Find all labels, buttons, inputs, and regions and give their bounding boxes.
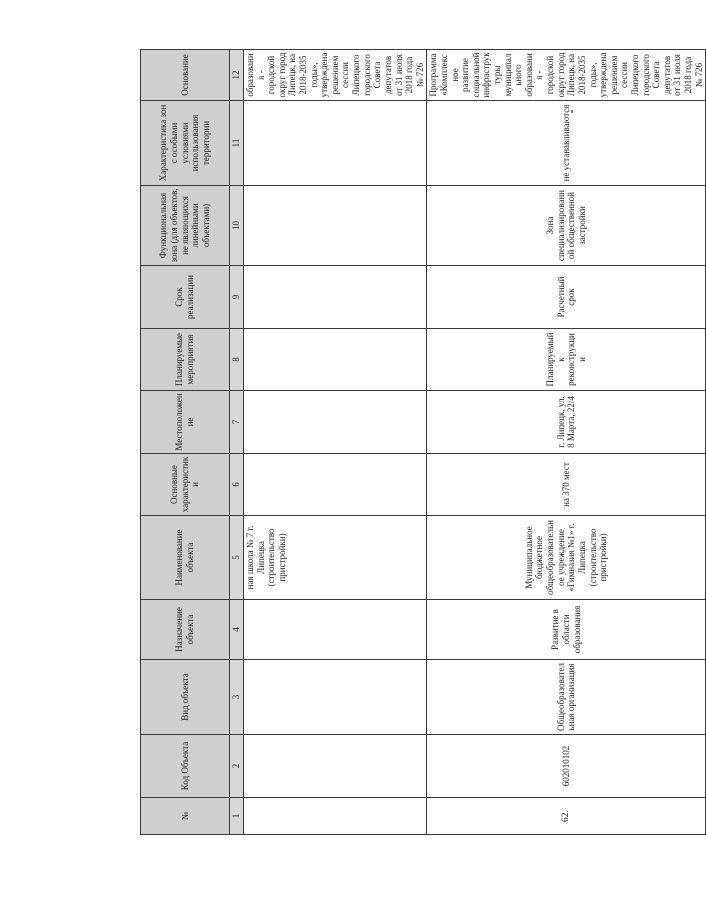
table-row-62 — [427, 50, 706, 835]
cell-basis: Программа «Комплексное развитие социальной инфраструктуры муниципального образования - городской округ город Липецк, на 2018-2035 годы», утверждена решением сессии Липецкого городского Совета депутатов от 31 июля 2018 года № 726 — [427, 50, 706, 101]
cell-basis: образования - городской округ город Липецк, на 2018-2035 годы», утверждена решением сессии Липецкого городского Совета депутатов от 31 июля 2018 года № 726 — [244, 50, 427, 101]
cell-location: г. Липецк, ул. 8 Марта, 22/4 — [427, 391, 706, 454]
column-number: 3 — [230, 660, 244, 735]
cell-empty — [244, 600, 427, 660]
cell-characteristics: на 370 мест — [427, 454, 706, 516]
cell-empty — [244, 454, 427, 516]
header-cell-location: Местоположение — [141, 391, 230, 454]
cell-empty — [244, 798, 427, 835]
cell-empty — [244, 266, 427, 329]
cell-zone: Зона специализированной общественной застройки — [427, 186, 706, 266]
header-cell-zone: Функциональная зона (для объектов, не являющихся линейными объектами) — [141, 186, 230, 266]
cell-empty — [244, 186, 427, 266]
header-cell-restrictions: Характеристика зон с особыми условиями использования территории — [141, 101, 230, 186]
objects-table — [140, 49, 706, 835]
header-cell-code: Код Объекта — [141, 735, 230, 798]
cell-empty — [244, 101, 427, 186]
header-cell-name: Наименование объекта — [141, 516, 230, 600]
column-number: 10 — [230, 186, 244, 266]
table-row-continuation — [244, 50, 427, 835]
header-row — [141, 50, 230, 835]
cell-name: ная школа № 7 г. Липецка (строительство пристройки) — [244, 516, 427, 600]
column-number: 12 — [230, 50, 244, 101]
column-number: 4 — [230, 600, 244, 660]
column-number: 8 — [230, 329, 244, 391]
cell-empty — [244, 329, 427, 391]
header-cell-number: № — [141, 798, 230, 835]
scan-speck — [571, 110, 573, 113]
column-number: 9 — [230, 266, 244, 329]
cell-type: Общеобразовательная организация — [427, 660, 706, 735]
column-number: 7 — [230, 391, 244, 454]
column-number: 1 — [230, 798, 244, 835]
header-cell-type: Вид объекта — [141, 660, 230, 735]
cell-empty — [244, 391, 427, 454]
column-number: 6 — [230, 454, 244, 516]
column-number-row — [230, 50, 244, 835]
cell-term: Расчетный срок — [427, 266, 706, 329]
header-cell-characteristics: Основные характеристики — [141, 454, 230, 516]
cell-empty — [244, 735, 427, 798]
header-cell-term: Срок реализации — [141, 266, 230, 329]
header-cell-purpose: Назначение объекта — [141, 600, 230, 660]
cell-number: 62. — [427, 798, 706, 835]
column-number: 11 — [230, 101, 244, 186]
cell-planned: Планируемый к реконструкции — [427, 329, 706, 391]
header-cell-planned: Планируемые мероприятия — [141, 329, 230, 391]
header-cell-basis: Основание — [141, 50, 230, 101]
cell-name: Муниципальное бюджетное общеобразовательное учреждение «Гимназия №1» г. Липецка (строительство пристройки) — [427, 516, 706, 600]
cell-purpose: Развитие в области образования — [427, 600, 706, 660]
column-number: 2 — [230, 735, 244, 798]
cell-empty — [244, 660, 427, 735]
column-number: 5 — [230, 516, 244, 600]
cell-restrictions: не устанавливаются — [427, 101, 706, 186]
cell-code: 602010102 — [427, 735, 706, 798]
rotated-table-container — [140, 50, 704, 835]
